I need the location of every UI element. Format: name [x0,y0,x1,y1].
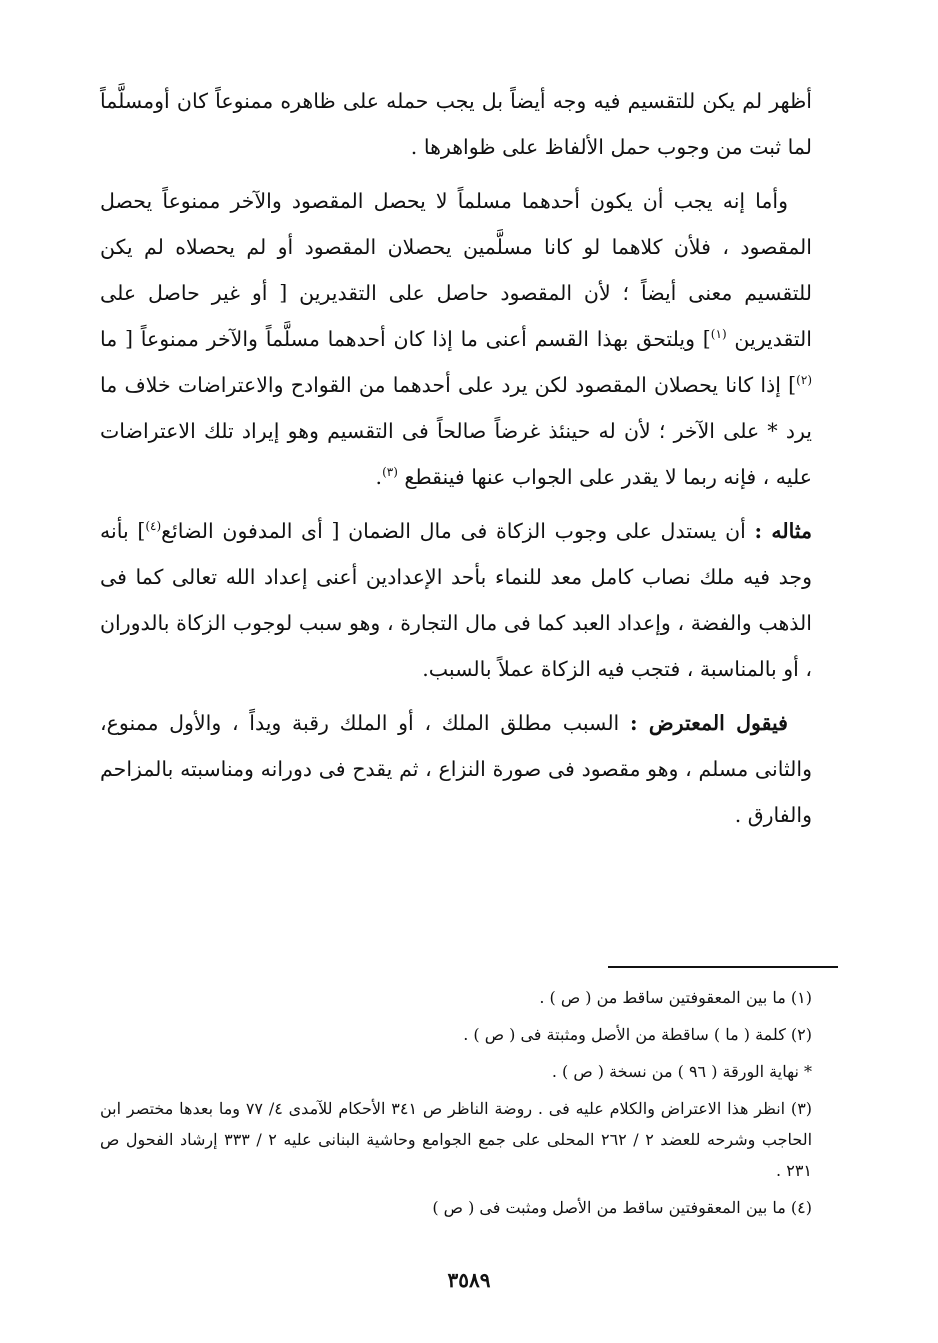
paragraph-4 [100,700,812,838]
main-text [100,78,812,846]
footnote-ref-3[interactable]: (٣) [382,465,398,480]
footnote-2: (٢) كلمة ( ما ) ساقطة من الأصل ومثبتة فى ( ص ) . [463,1025,812,1044]
paragraph-text: وأما إنه يجب أن يكون أحدهما مسلماً لا يحصل المقصود والآخر ممنوعاً يحصل المقصود ، فلأن كلاهما لو كانا مسلَّمين يحصلان المقصود أو لم يحصلاه لم يكن للتقسيم معنى أيضاً ؛ لأن المقصود حاصل على التقديرين [ أو غير حاصل على التقديرين [100,189,812,351]
paragraph-text: السبب مطلق الملك ، أو الملك رقبة ويداً ، والأول ممنوع، والثانى مسلم ، وهو مقصود فى صورة النزاع ، ثم يقدح فى دورانه ومناسبته بالمزاحم والفارق . [100,711,812,827]
paragraph-text: أن يستدل على وجوب الزكاة فى مال الضمان [ أى المدفون الضائع [161,519,755,543]
paragraph-2 [100,178,812,500]
paragraph-text: . [375,465,383,489]
footnote-ref-4[interactable]: (٤) [145,519,162,534]
footnote-folio: * نهاية الورقة ( ٩٦ ) من نسخة ( ص ) . [551,1062,812,1081]
paragraph-text: ] بأنه وجد فيه ملك نصاب كامل معد للنماء بأحد الإعدادين أعنى إعداد الله تعالى كما فى الذهب والفضة ، وإعداد العبد كما فى مال التجارة ، وهو سبب لوجوب الزكاة بالدوران ، أو بالمناسبة ، فتجب فيه الزكاة عملاً بالسبب. [100,519,812,681]
paragraph-lead: مثاله : [754,519,812,543]
paragraph-3 [100,508,812,692]
footnote-1: (١) ما بين المعقوفتين ساقط من ( ص ) . [539,988,812,1007]
footnotes [100,982,812,1229]
page-number: ٣٥٨٩ [447,1268,491,1292]
footnote-divider [608,966,838,968]
footnote-ref-1[interactable]: (١) [710,327,727,342]
paragraph-text: ] ويلتحق بهذا القسم أعنى ما إذا كان أحدهما مسلَّماً والآخر ممنوعاً [ ما [100,327,711,351]
footnote-4: (٤) ما بين المعقوفتين ساقط من الأصل ومثبت فى ( ص ) [432,1198,812,1217]
paragraph-text: أظهر لم يكن للتقسيم فيه وجه أيضاً بل يجب حمله على ظاهره ممنوعاً كان أومسلَّماً لما ثبت من وجوب حمل الألفاظ على ظواهرها . [100,89,812,159]
paragraph-1 [100,78,812,170]
paragraph-lead: فيقول المعترض : [629,711,788,735]
footnote-ref-2[interactable]: (٢) [796,373,812,388]
paragraph-text: ] إذا كانا يحصلان المقصود لكن يرد على أحدهما من القوادح والاعتراضات خلاف ما يرد * على الآخر ؛ لأن له حينئذ غرضاً صالحاً فى التقسيم وهو إيراد تلك الاعتراضات عليه ، فإنه ربما لا يقدر على الجواب عنها فينقطع [100,373,812,489]
footnote-3: (٣) انظر هذا الاعتراض والكلام عليه فى . روضة الناظر ص ٣٤١ الأحكام للآمدى ٤/ ٧٧ وما بعدها مختصر ابن الحاجب وشرحه للعضد ٢ / ٢٦٢ المحلى على جمع الجوامع وحاشية البنانى عليه ٢ / ٣٣٣ إرشاد الفحول ص ٢٣١ . [100,1099,813,1180]
